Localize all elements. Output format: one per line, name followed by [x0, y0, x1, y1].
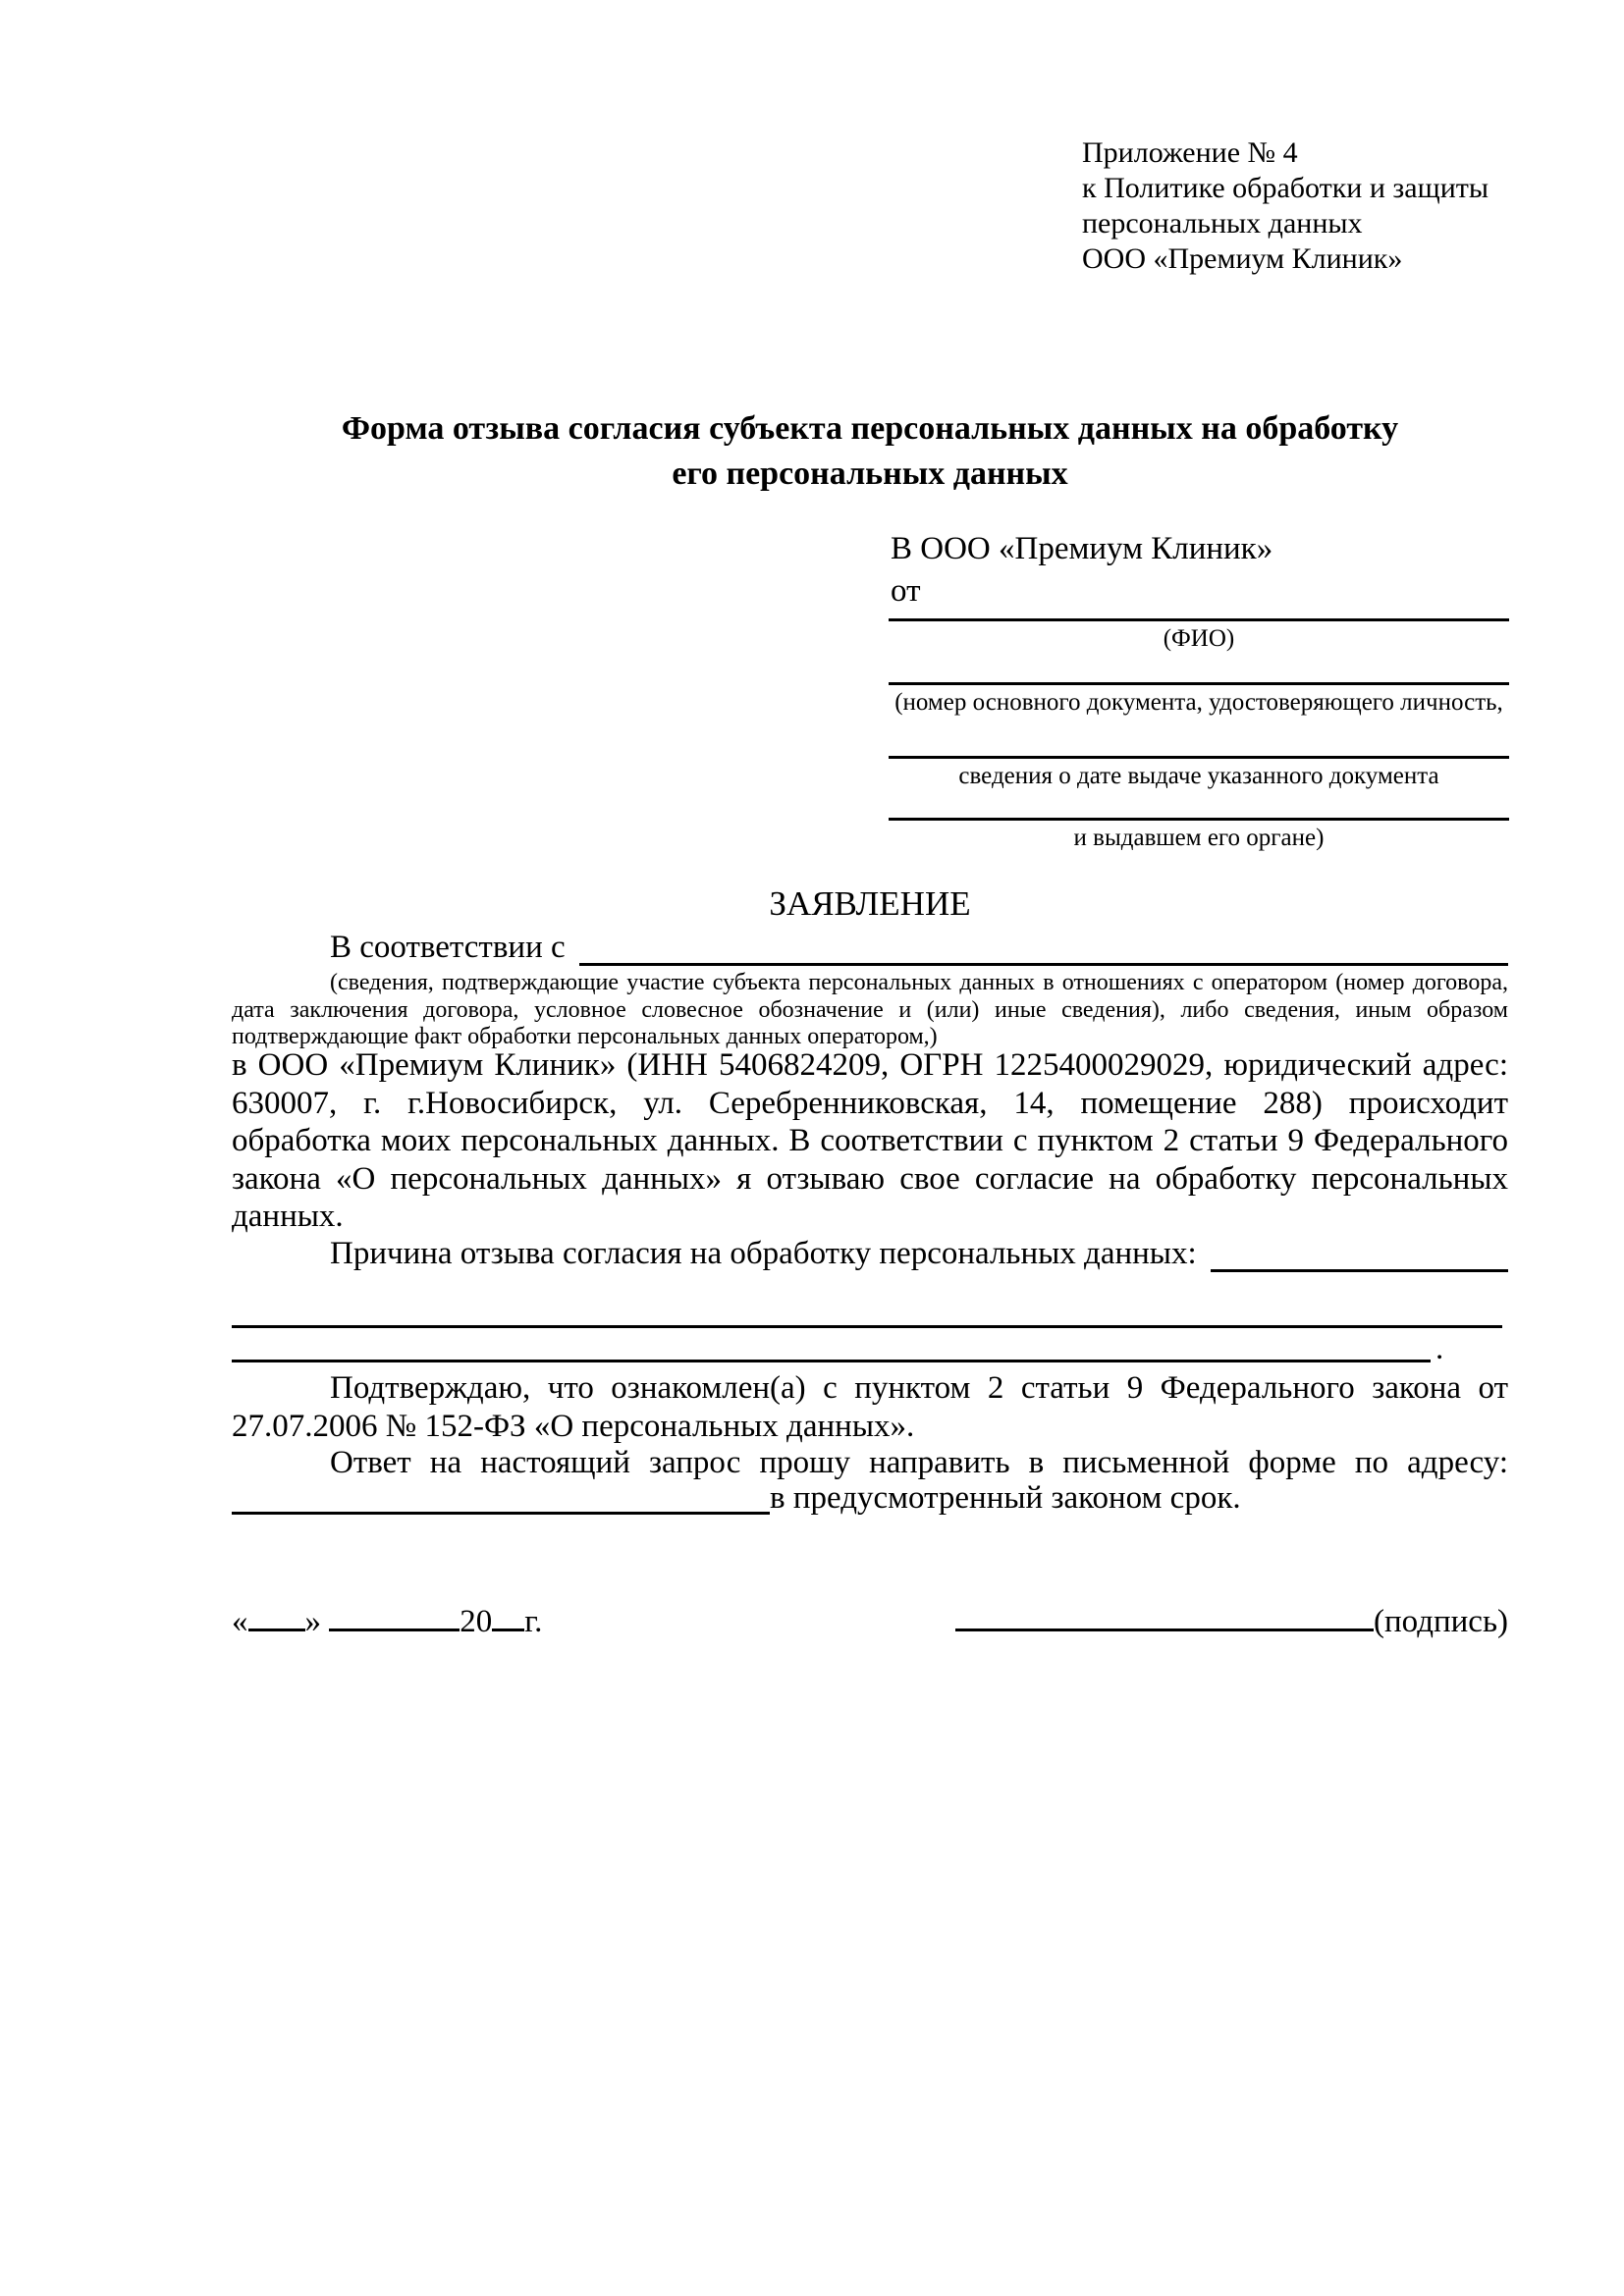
date-year-blank	[492, 1596, 524, 1631]
intro-prefix: В соответствии с	[330, 930, 566, 965]
intro-blank-line	[579, 930, 1508, 966]
signature-blank-line	[955, 1596, 1374, 1631]
reason-label: Причина отзыва согласия на обработку персональных данных:	[330, 1236, 1197, 1271]
appendix-header-line: к Политике обработки и защиты	[1082, 172, 1489, 204]
reason-continuation-blank-line	[232, 1360, 1431, 1362]
date-month-blank	[329, 1596, 460, 1631]
date-year-suffix: г.	[524, 1604, 543, 1639]
date-quote-open: «	[232, 1604, 248, 1639]
document-title-line: его персональных данных	[672, 455, 1068, 492]
appendix-header	[1082, 135, 1489, 277]
issue-date-caption: сведения о дате выдаче указанного документа	[958, 763, 1439, 789]
date-field	[232, 1596, 542, 1639]
reason-row	[232, 1236, 1508, 1272]
footer-row	[232, 1596, 1508, 1639]
fio-blank-line	[889, 618, 1509, 621]
date-year-prefix: 20	[460, 1604, 493, 1639]
issuing-authority-caption: и выдавшем его органе)	[1073, 825, 1325, 851]
reply-tail: в предусмотренный законом срок.	[770, 1480, 1241, 1516]
signature-caption: (подпись)	[1374, 1604, 1508, 1639]
confirmation-paragraph: Подтверждаю, что ознакомлен(а) с пунктом 2 статьи 9 Федерального закона от 27.07.2006 № 152-ФЗ «О персональных данных».	[232, 1370, 1508, 1444]
issuing-authority-blank-line	[889, 818, 1509, 821]
document-number-blank-line	[889, 682, 1509, 685]
reply-address-row	[232, 1481, 1508, 1515]
recipient-organization: В ООО «Премиум Клиник»	[891, 531, 1273, 566]
from-label: от	[891, 573, 921, 609]
date-quote-close: »	[304, 1604, 321, 1639]
date-day-blank	[248, 1596, 305, 1631]
fio-caption: (ФИО)	[1163, 625, 1235, 652]
reason-continuation-blank-line	[232, 1325, 1502, 1328]
intro-note: (сведения, подтверждающие участие субъекта персональных данных в отношениях с оператором (номер договора, дата заключения договора, условное словесное обозначение и (или) иные сведения), либо сведения, иным образом подтверждающие факт обработки персональных данных оператором,)	[232, 970, 1508, 1049]
issue-date-blank-line	[889, 756, 1509, 759]
reason-blank-line	[1211, 1236, 1508, 1272]
appendix-header-line: Приложение № 4	[1082, 136, 1298, 169]
appendix-header-line: ООО «Премиум Клиник»	[1082, 242, 1403, 275]
appendix-header-line: персональных данных	[1082, 207, 1363, 240]
intro-row	[232, 930, 1508, 966]
signature-field	[955, 1596, 1508, 1639]
document-title	[232, 406, 1508, 497]
document-number-caption: (номер основного документа, удостоверяющего личность,	[894, 689, 1503, 716]
reply-address-blank-line	[232, 1482, 770, 1515]
document-title-line: Форма отзыва согласия субъекта персональных данных на обработку	[341, 410, 1399, 447]
statement-body: в ООО «Премиум Клиник» (ИНН 5406824209, ОГРН 1225400029029, юридический адрес: 630007, г. г.Новосибирск, ул. Серебренниковская, 14, помещение 288) происходит обработка моих персональных данных. В соответствии с пунктом 2 статьи 9 Федерального закона «О персональных данных» я отзываю свое согласие на обработку персональных данных.	[232, 1047, 1508, 1235]
reply-request-line: Ответ на настоящий запрос прошу направить в письменной форме по адресу:	[330, 1445, 1508, 1480]
statement-heading: ЗАЯВЛЕНИЕ	[769, 884, 971, 923]
sentence-period: .	[1435, 1331, 1444, 1366]
